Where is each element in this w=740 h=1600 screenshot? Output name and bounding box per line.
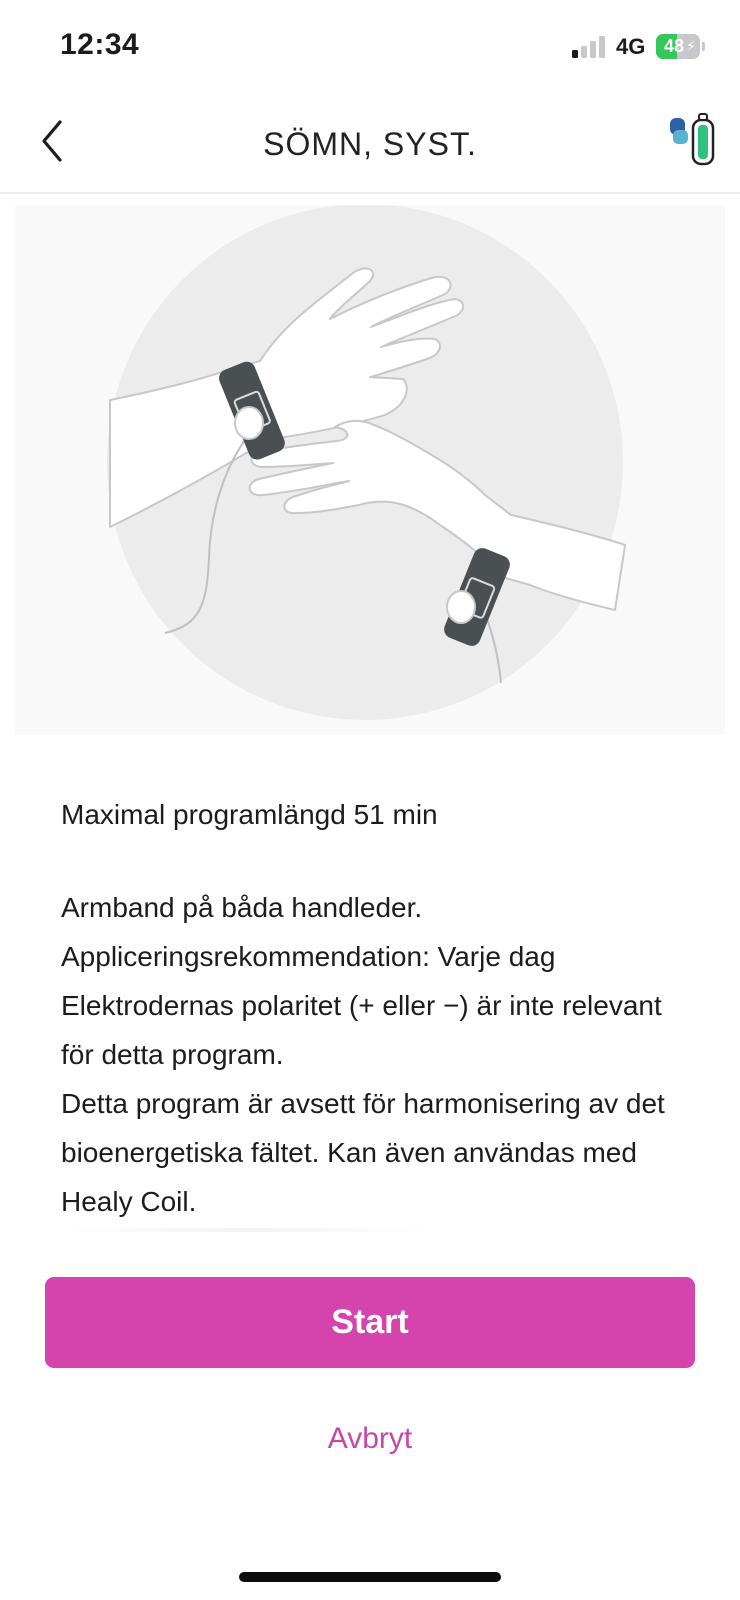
home-indicator[interactable] [239,1572,501,1582]
battery-icon [656,34,700,59]
scroll-fade [60,1228,430,1232]
status-bar [0,0,740,90]
battery-tip [702,42,705,51]
status-time: 12:34 [60,28,140,61]
wristbands-on-both-wrists-illustration [15,205,725,735]
bolt-icon: ⚡ [686,38,696,54]
program-description [61,790,701,1226]
description-line: Detta program är avsett för harmonisering av det bioenergetiska fältet. Kan även användas med Healy Coil. [61,1088,665,1217]
start-button[interactable]: Start [45,1277,695,1368]
device-status-button[interactable] [668,112,720,172]
cancel-button[interactable]: Avbryt [327,1422,413,1455]
network-type: 4G [616,34,646,59]
max-program-length: Maximal programlängd 51 min [61,799,438,830]
nav-bar [0,92,740,194]
description-line: Elektrodernas polaritet (+ eller −) är inte relevant för detta program. [61,990,662,1070]
cellular-signal-icon [572,36,606,58]
description-line: Armband på båda handleder. [61,892,423,923]
healy-device-icon [668,112,720,172]
wrist-illustration [15,205,725,735]
description-line: Appliceringsrekommendation: Varje dag [61,941,556,972]
battery-percent: 48 [663,36,685,56]
page-title: SÖMN, SYST. [263,126,477,162]
